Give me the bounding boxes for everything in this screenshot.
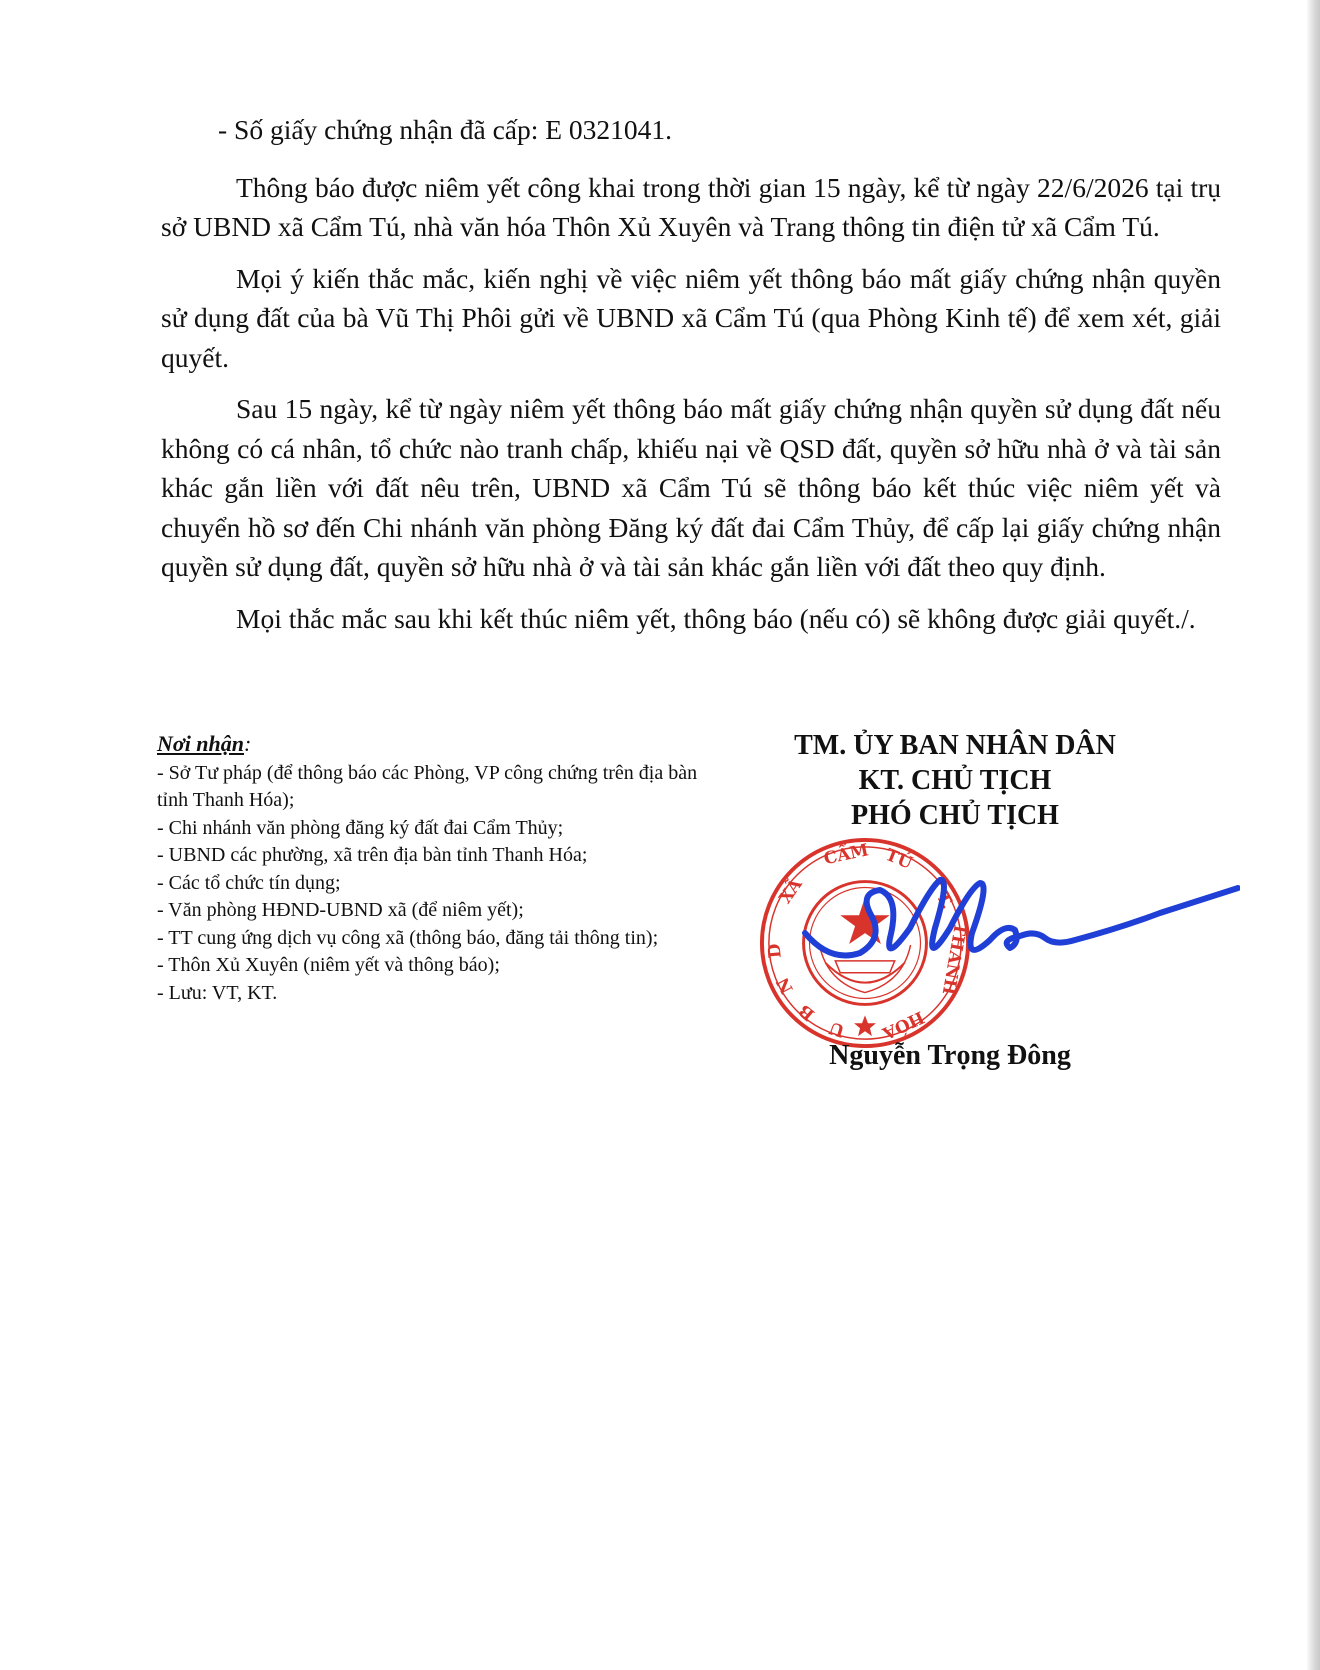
inquiry-paragraph: Mọi ý kiến thắc mắc, kiến nghị về việc niêm yết thông báo mất giấy chứng nhận quyền sử dụng đất của bà Vũ Thị Phôi gửi về UBND xã Cẩm Tú (qua Phòng Kinh tế) để xem xét, giải quyết.: [161, 262, 1221, 373]
posting-period-paragraph: Thông báo được niêm yết công khai trong thời gian 15 ngày, kể từ ngày 22/6/2026 tại trụ sở UBND xã Cẩm Tú, nhà văn hóa Thôn Xủ Xuyên và Trang thông tin điện tử xã Cẩm Tú.: [161, 171, 1221, 242]
recipient-item: - Sở Tư pháp (để thông báo các Phòng, VP công chứng trên địa bàn tỉnh Thanh Hóa);: [157, 761, 698, 811]
recipient-item: - UBND các phường, xã trên địa bàn tỉnh Thanh Hóa;: [157, 844, 588, 866]
certificate-number-line: - Số giấy chứng nhận đã cấp: E 0321041.: [218, 114, 673, 145]
svg-text:D: D: [763, 942, 785, 960]
recipients-label: Nơi nhận: [157, 731, 245, 756]
svg-text:THANH: THANH: [938, 921, 971, 997]
svg-text:XÃ: XÃ: [774, 874, 806, 907]
recipient-item: - Văn phòng HĐND-UBND xã (để niêm yết);: [157, 899, 524, 921]
svg-text:B: B: [794, 1000, 819, 1026]
svg-text:TÚ: TÚ: [882, 844, 916, 873]
svg-text:T.: T.: [932, 888, 959, 913]
recipients-list: [157, 760, 717, 1008]
recipient-item: - Các tổ chức tín dụng;: [157, 871, 341, 894]
svg-text:CẨM: CẨM: [821, 839, 871, 869]
recipients-heading: [157, 730, 717, 760]
recipient-item: - Thôn Xủ Xuyên (niêm yết và thông báo);: [157, 954, 500, 976]
recipient-item: - Lưu: VT, KT.: [157, 981, 278, 1004]
handwritten-signature: [800, 868, 1240, 978]
recipient-item: - TT cung ứng dịch vụ công xã (thông báo, đăng tải thông tin);: [157, 926, 659, 949]
svg-text:N: N: [772, 974, 797, 998]
after-posting-paragraph: Sau 15 ngày, kể từ ngày niêm yết thông báo mất giấy chứng nhận quyền sử dụng đất nếu không có cá nhân, tổ chức nào tranh chấp, khiếu nại về QSD đất, quyền sở hữu nhà ở và tài sản khác gắn liền với đất nêu trên, UBND xã Cẩm Tú sẽ thông báo kết thúc việc niêm yết và chuyển hồ sơ đến Chi nhánh văn phòng Đăng ký đất đai Cẩm Thủy, để cấp lại giấy chứng nhận quyền sử dụng đất, quyền sở hữu nhà ở và tài sản khác gắn liền với đất theo quy định.: [161, 393, 1221, 582]
signer-name: Nguyễn Trọng Đông: [829, 1040, 1071, 1071]
closing-paragraph: Mọi thắc mắc sau khi kết thúc niêm yết, thông báo (nếu có) sẽ không được giải quyết./.: [236, 602, 1196, 634]
signature-title-line: PHÓ CHỦ TỊCH: [851, 800, 1059, 831]
recipients-block: [157, 730, 717, 1007]
recipient-item: - Chi nhánh văn phòng đăng ký đất đai Cẩm Thủy;: [157, 816, 564, 839]
page-edge-shadow: [1306, 0, 1320, 1670]
signature-org-line: TM. ỦY BAN NHÂN DÂN: [794, 730, 1116, 761]
svg-text:HÓA: HÓA: [879, 1007, 928, 1044]
signature-block: [770, 728, 1140, 833]
svg-text:U: U: [826, 1017, 847, 1042]
recipients-label-colon: :: [244, 731, 252, 756]
signature-authority-line: KT. CHỦ TỊCH: [858, 765, 1052, 796]
notice-body: [161, 110, 1221, 650]
